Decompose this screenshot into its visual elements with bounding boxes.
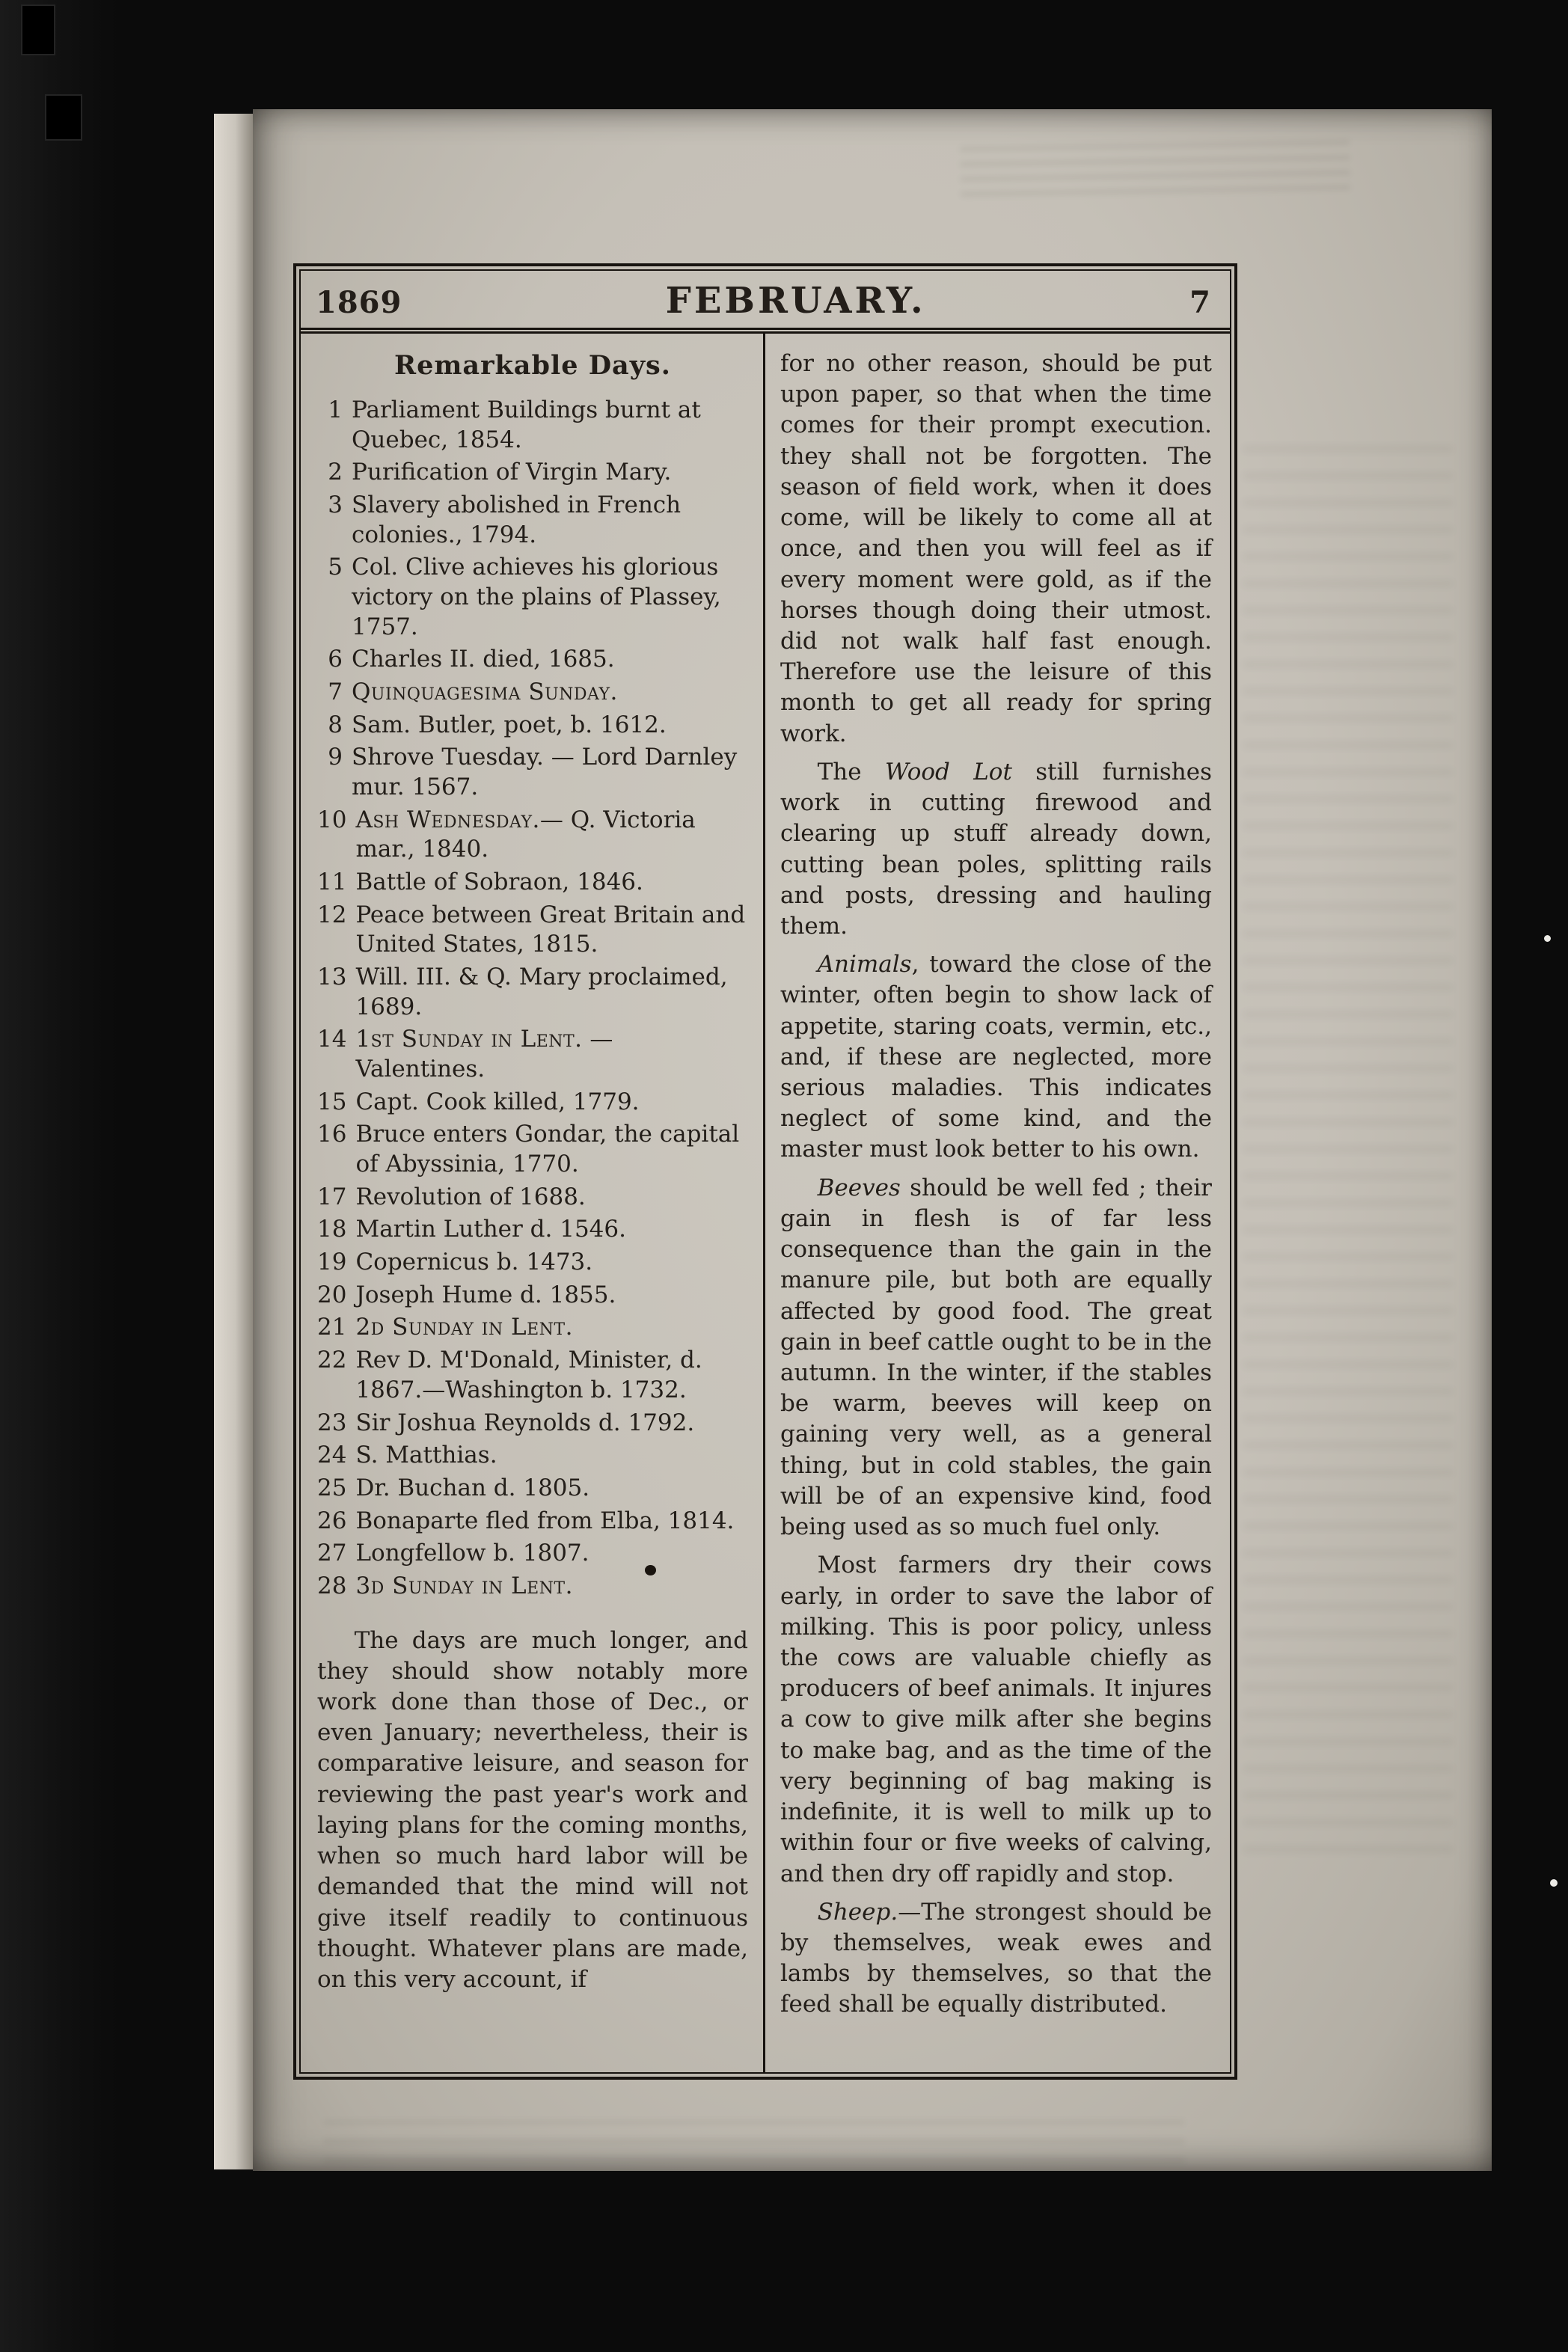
day-number: 22	[317, 1347, 347, 1374]
facing-page-edge	[214, 114, 253, 2169]
bleed-through-artifact	[324, 2120, 1184, 2163]
day-row	[317, 1572, 748, 1602]
paragraph: Most farmers dry their cows early, in order to save the labor of milking. This is poor policy, unless the cows are valuable chiefly as producers of beef animals. It injures a cow to give milk after she begins to make bag, and as the time of the very beginning of bag making is indefinite, it is well to milk up to within four or five weeks of calving, and then dry off rapidly and stop.	[780, 1552, 1212, 1887]
scan-speck	[1544, 935, 1551, 942]
day-text: Ash Wednesday.— Q. Victoria mar., 1840.	[355, 806, 696, 863]
day-number: 16	[317, 1121, 347, 1148]
day-row	[317, 711, 748, 741]
day-number: 23	[317, 1409, 347, 1436]
paragraph: The Wood Lot still furnishes work in cutting firewood and clearing up stuff already down, cutting bean poles, splitting rails and posts, dressing and hauling them.	[780, 758, 1212, 940]
day-row	[317, 458, 748, 488]
day-number: 6	[328, 646, 343, 673]
day-text: Martin Luther d. 1546.	[355, 1216, 626, 1243]
remarkable-days-heading: Remarkable Days.	[394, 350, 671, 381]
bleed-through-artifact	[960, 131, 1350, 196]
page-number: 7	[1189, 285, 1210, 320]
day-text: Will. III. & Q. Mary proclaimed, 1689.	[355, 964, 728, 1020]
day-number: 20	[317, 1281, 347, 1308]
day-row	[317, 553, 748, 642]
day-number: 17	[317, 1183, 347, 1210]
page-header	[301, 271, 1230, 334]
ruled-frame	[293, 263, 1237, 2080]
bleed-through-artifact	[1243, 431, 1453, 1852]
day-row	[317, 1248, 748, 1278]
day-text: Quinquagesima Sunday.	[352, 679, 618, 706]
day-number: 19	[317, 1249, 347, 1276]
day-number: 27	[317, 1540, 347, 1567]
day-text: Sam. Butler, poet, b. 1612.	[352, 711, 667, 738]
day-number: 15	[317, 1088, 347, 1115]
day-row	[317, 491, 748, 550]
ink-blot-artifact	[645, 1565, 656, 1575]
day-row	[317, 963, 748, 1022]
day-number: 25	[317, 1474, 347, 1501]
day-row	[317, 678, 748, 708]
month-title: FEBRUARY.	[665, 280, 926, 322]
day-row	[317, 1474, 748, 1504]
day-row	[317, 396, 748, 455]
day-row	[317, 1346, 748, 1405]
day-row	[317, 1183, 748, 1213]
day-text: Sir Joshua Reynolds d. 1792.	[355, 1409, 695, 1436]
day-text: Shrove Tuesday. — Lord Darnley mur. 1567.	[352, 744, 738, 801]
film-mark	[46, 96, 81, 139]
day-number: 14	[317, 1026, 347, 1053]
paragraph: Beeves should be well fed ; their gain in flesh is of far less consequence than the gain in the manure pile, but both are equally affected by good food. The great gain in beef cattle ought to be in the autumn. In the winter, if the stables be warm, beeves will keep on gaining very well, as a general thing, but in cold stables, the gain will be of an expensive kind, food being used as so much fuel only.	[780, 1174, 1212, 1541]
day-row	[317, 743, 748, 802]
day-number: 9	[328, 744, 343, 771]
day-text: S. Matthias.	[355, 1442, 497, 1469]
day-text: Purification of Virgin Mary.	[352, 459, 672, 486]
paragraph: Animals, toward the close of the winter, often begin to show lack of appetite, staring coats, vermin, etc., and, if these are neglected, more serious maladies. This indicates neglect of some kind, and the master must look better to his own.	[780, 951, 1212, 1163]
day-number: 5	[328, 554, 343, 581]
day-number: 11	[317, 869, 347, 896]
book-page	[253, 109, 1492, 2171]
day-number: 10	[317, 806, 347, 833]
day-text: 2d Sunday in Lent.	[355, 1314, 573, 1341]
day-row	[317, 645, 748, 675]
day-number: 13	[317, 964, 347, 991]
day-number: 3	[328, 491, 343, 519]
day-number: 21	[317, 1314, 347, 1341]
day-number: 28	[317, 1572, 347, 1599]
day-row	[317, 868, 748, 898]
day-number: 12	[317, 901, 347, 928]
day-text: Capt. Cook killed, 1779.	[355, 1088, 640, 1115]
day-row	[317, 1281, 748, 1311]
day-number: 7	[328, 679, 343, 706]
day-row	[317, 1441, 748, 1471]
day-text: Battle of Sobraon, 1846.	[355, 869, 643, 896]
day-text: Col. Clive achieves his glorious victory on the plains of Plassey, 1757.	[352, 554, 721, 640]
day-text: Rev D. M'Donald, Minister, d. 1867.—Washington b. 1732.	[355, 1347, 702, 1403]
day-row	[317, 1025, 748, 1084]
right-column	[765, 334, 1230, 2072]
day-text: 3d Sunday in Lent.	[355, 1572, 573, 1599]
day-text: Copernicus b. 1473.	[355, 1249, 593, 1276]
day-text: Longfellow b. 1807.	[355, 1540, 589, 1567]
scan-edge-strip	[0, 0, 118, 2352]
paragraph: Sheep.—The strongest should be by themselves, weak ewes and lambs by themselves, so that the feed shall be equally distributed.	[780, 1898, 1212, 2018]
left-column	[301, 334, 765, 2072]
day-row	[317, 1215, 748, 1245]
two-column-body	[301, 334, 1230, 2072]
day-text: Slavery abolished in French colonies., 1794.	[352, 491, 682, 548]
day-row	[317, 1409, 748, 1439]
day-row	[317, 1507, 748, 1537]
ruled-frame-inner	[299, 269, 1231, 2074]
day-number: 2	[328, 459, 343, 486]
day-number: 18	[317, 1216, 347, 1243]
day-number: 26	[317, 1507, 347, 1534]
paragraph: for no other reason, should be put upon paper, so that when the time comes for their prompt execution. they shall not be forgotten. The season of field work, when it does come, will be likely to come all at once, and then you will feel as if every moment were gold, as if the horses though doing their utmost. did not walk half fast enough. Therefore use the leisure of this month to get all ready for spring work.	[780, 350, 1212, 747]
day-row	[317, 806, 748, 865]
day-text: Joseph Hume d. 1855.	[355, 1281, 616, 1308]
day-text: Dr. Buchan d. 1805.	[355, 1474, 590, 1501]
day-text: Bruce enters Gondar, the capital of Abyssinia, 1770.	[355, 1121, 740, 1178]
day-row	[317, 1120, 748, 1179]
left-column-paragraph: The days are much longer, and they should show notably more work done than those of Dec., or even January; nevertheless, their is comparative leisure, and season for reviewing the past year's work and laying plans for the coming months, when so much hard labor will be demanded that the mind will not give itself readily to continuous thought. Whatever plans are made, on this very account, if	[317, 1626, 748, 1993]
day-number: 1	[328, 396, 343, 423]
day-row	[317, 1088, 748, 1118]
film-mark	[22, 6, 54, 54]
scan-speck	[1550, 1879, 1558, 1887]
day-text: Peace between Great Britain and United States, 1815.	[355, 901, 746, 958]
day-row	[317, 901, 748, 960]
day-text: 1st Sunday in Lent. — Valentines.	[355, 1026, 613, 1083]
day-text: Bonaparte fled from Elba, 1814.	[355, 1507, 735, 1534]
remarkable-days-list	[317, 396, 748, 1602]
day-number: 24	[317, 1442, 347, 1469]
day-row	[317, 1313, 748, 1343]
year-label: 1869	[316, 285, 402, 320]
day-row	[317, 1539, 748, 1569]
day-text: Revolution of 1688.	[355, 1183, 586, 1210]
day-text: Charles II. died, 1685.	[352, 646, 615, 673]
day-text: Parliament Buildings burnt at Quebec, 1854.	[352, 396, 701, 453]
day-number: 8	[328, 711, 343, 738]
